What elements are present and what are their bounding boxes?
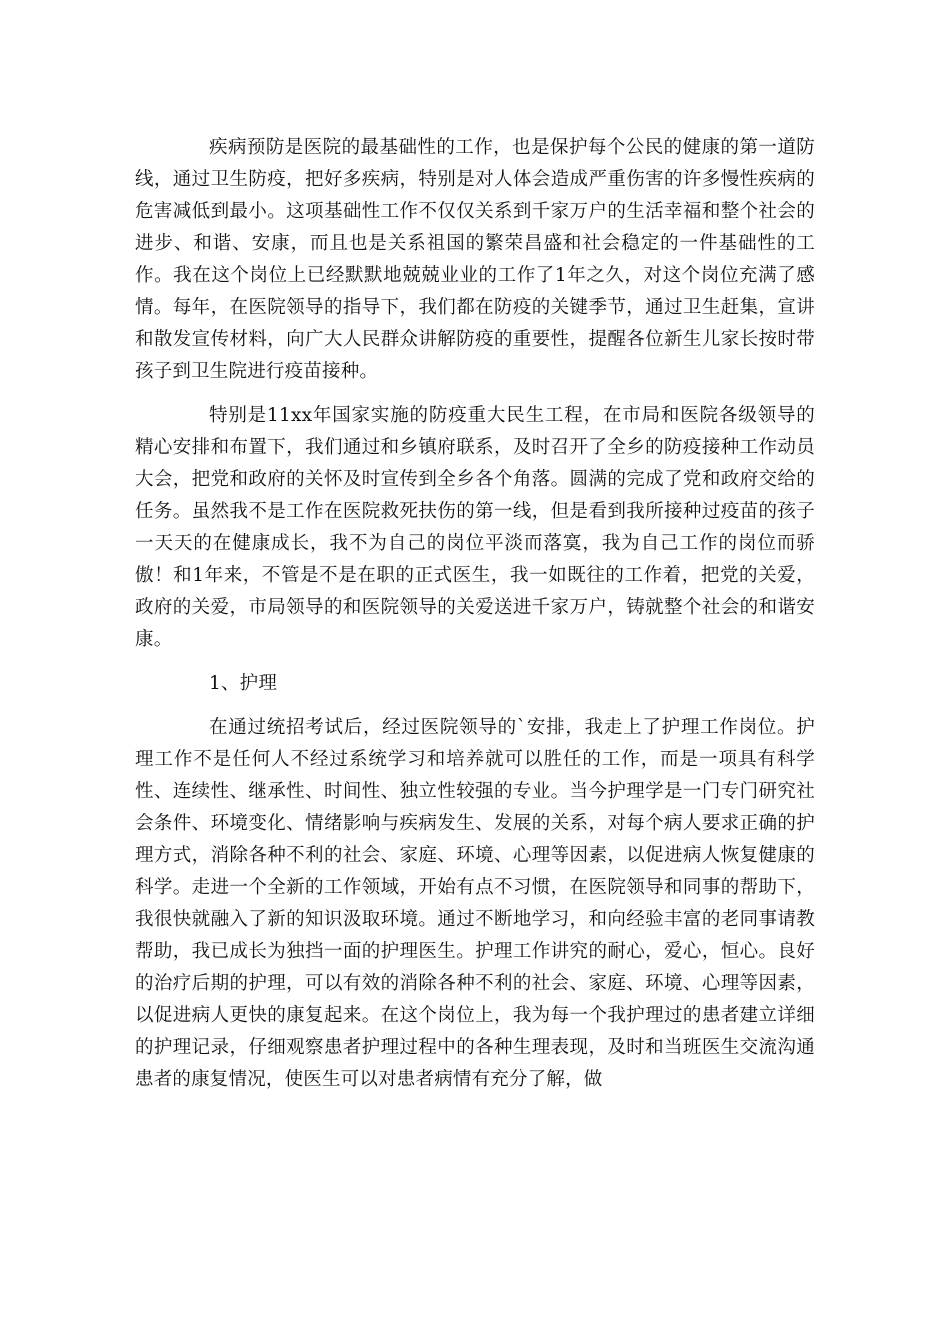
paragraph-disease-prevention: 疾病预防是医院的最基础性的工作，也是保护每个公民的健康的第一道防线，通过卫生防疫，把好多疾病，特别是对人体会造成严重伤害的许多慢性疾病的危害减低到最小。这项基础性工作不仅仅关系到千家万户的生活幸福和整个社会的进步、和谐、安康，而且也是关系祖国的繁荣昌盛和社会稳定的一件基础性的工作。我在这个岗位上已经默默地兢兢业业的工作了1年之久，对这个岗位充满了感情。每年，在医院领导的指导下，我们都在防疫的关键季节，通过卫生赶集，宣讲和散发宣传材料，向广大人民群众讲解防疫的重要性，提醒各位新生儿家长按时带孩子到卫生院进行疫苗接种。 [135,137,815,382]
document-body [135,132,815,1096]
paragraph-nursing-work: 在通过统招考试后，经过医院领导的`安排，我走上了护理工作岗位。护理工作不是任何人不经过系统学习和培养就可以胜任的工作，而是一项具有科学性、连续性、继承性、时间性、独立性较强的专业。当今护理学是一门专门研究社会条件、环境变化、情绪影响与疾病发生、发展的关系，对每个病人要求正确的护理方式，消除各种不利的社会、家庭、环境、心理等因素，以促进病人恢复健康的科学。走进一个全新的工作领域，开始有点不习惯，在医院领导和同事的帮助下，我很快就融入了新的知识汲取环境。通过不断地学习，和向经验丰富的老同事请教帮助，我已成长为独挡一面的护理医生。护理工作讲究的耐心，爱心，恒心。良好的治疗后期的护理，可以有效的消除各种不利的社会、家庭、环境、心理等因素，以促进病人更快的康复起来。在这个岗位上，我为每一个我护理过的患者建立详细的护理记录，仔细观察患者护理过程中的各种生理表现，及时和当班医生交流沟通患者的康复情况，使医生可以对患者病情有充分了解，做 [135,717,815,1090]
section-heading-nursing: 1、护理 [209,673,278,694]
paragraph-epidemic-project: 特别是11xx年国家实施的防疫重大民生工程，在市局和医院各级领导的精心安排和布置下，我们通过和乡镇府联系，及时召开了全乡的防疫接种工作动员大会，把党和政府的关怀及时宣传到全乡各个角落。圆满的完成了党和政府交给的任务。虽然我不是工作在医院救死扶伤的第一线，但是看到我所接种过疫苗的孩子一天天的在健康成长，我不为自己的岗位平淡而落寞，我为自己工作的岗位而骄傲！和1年来，不管是不是在职的正式医生，我一如既往的工作着，把党的关爱，政府的关爱，市局领导的和医院领导的关爱送进千家万户，铸就整个社会的和谐安康。 [135,405,815,650]
